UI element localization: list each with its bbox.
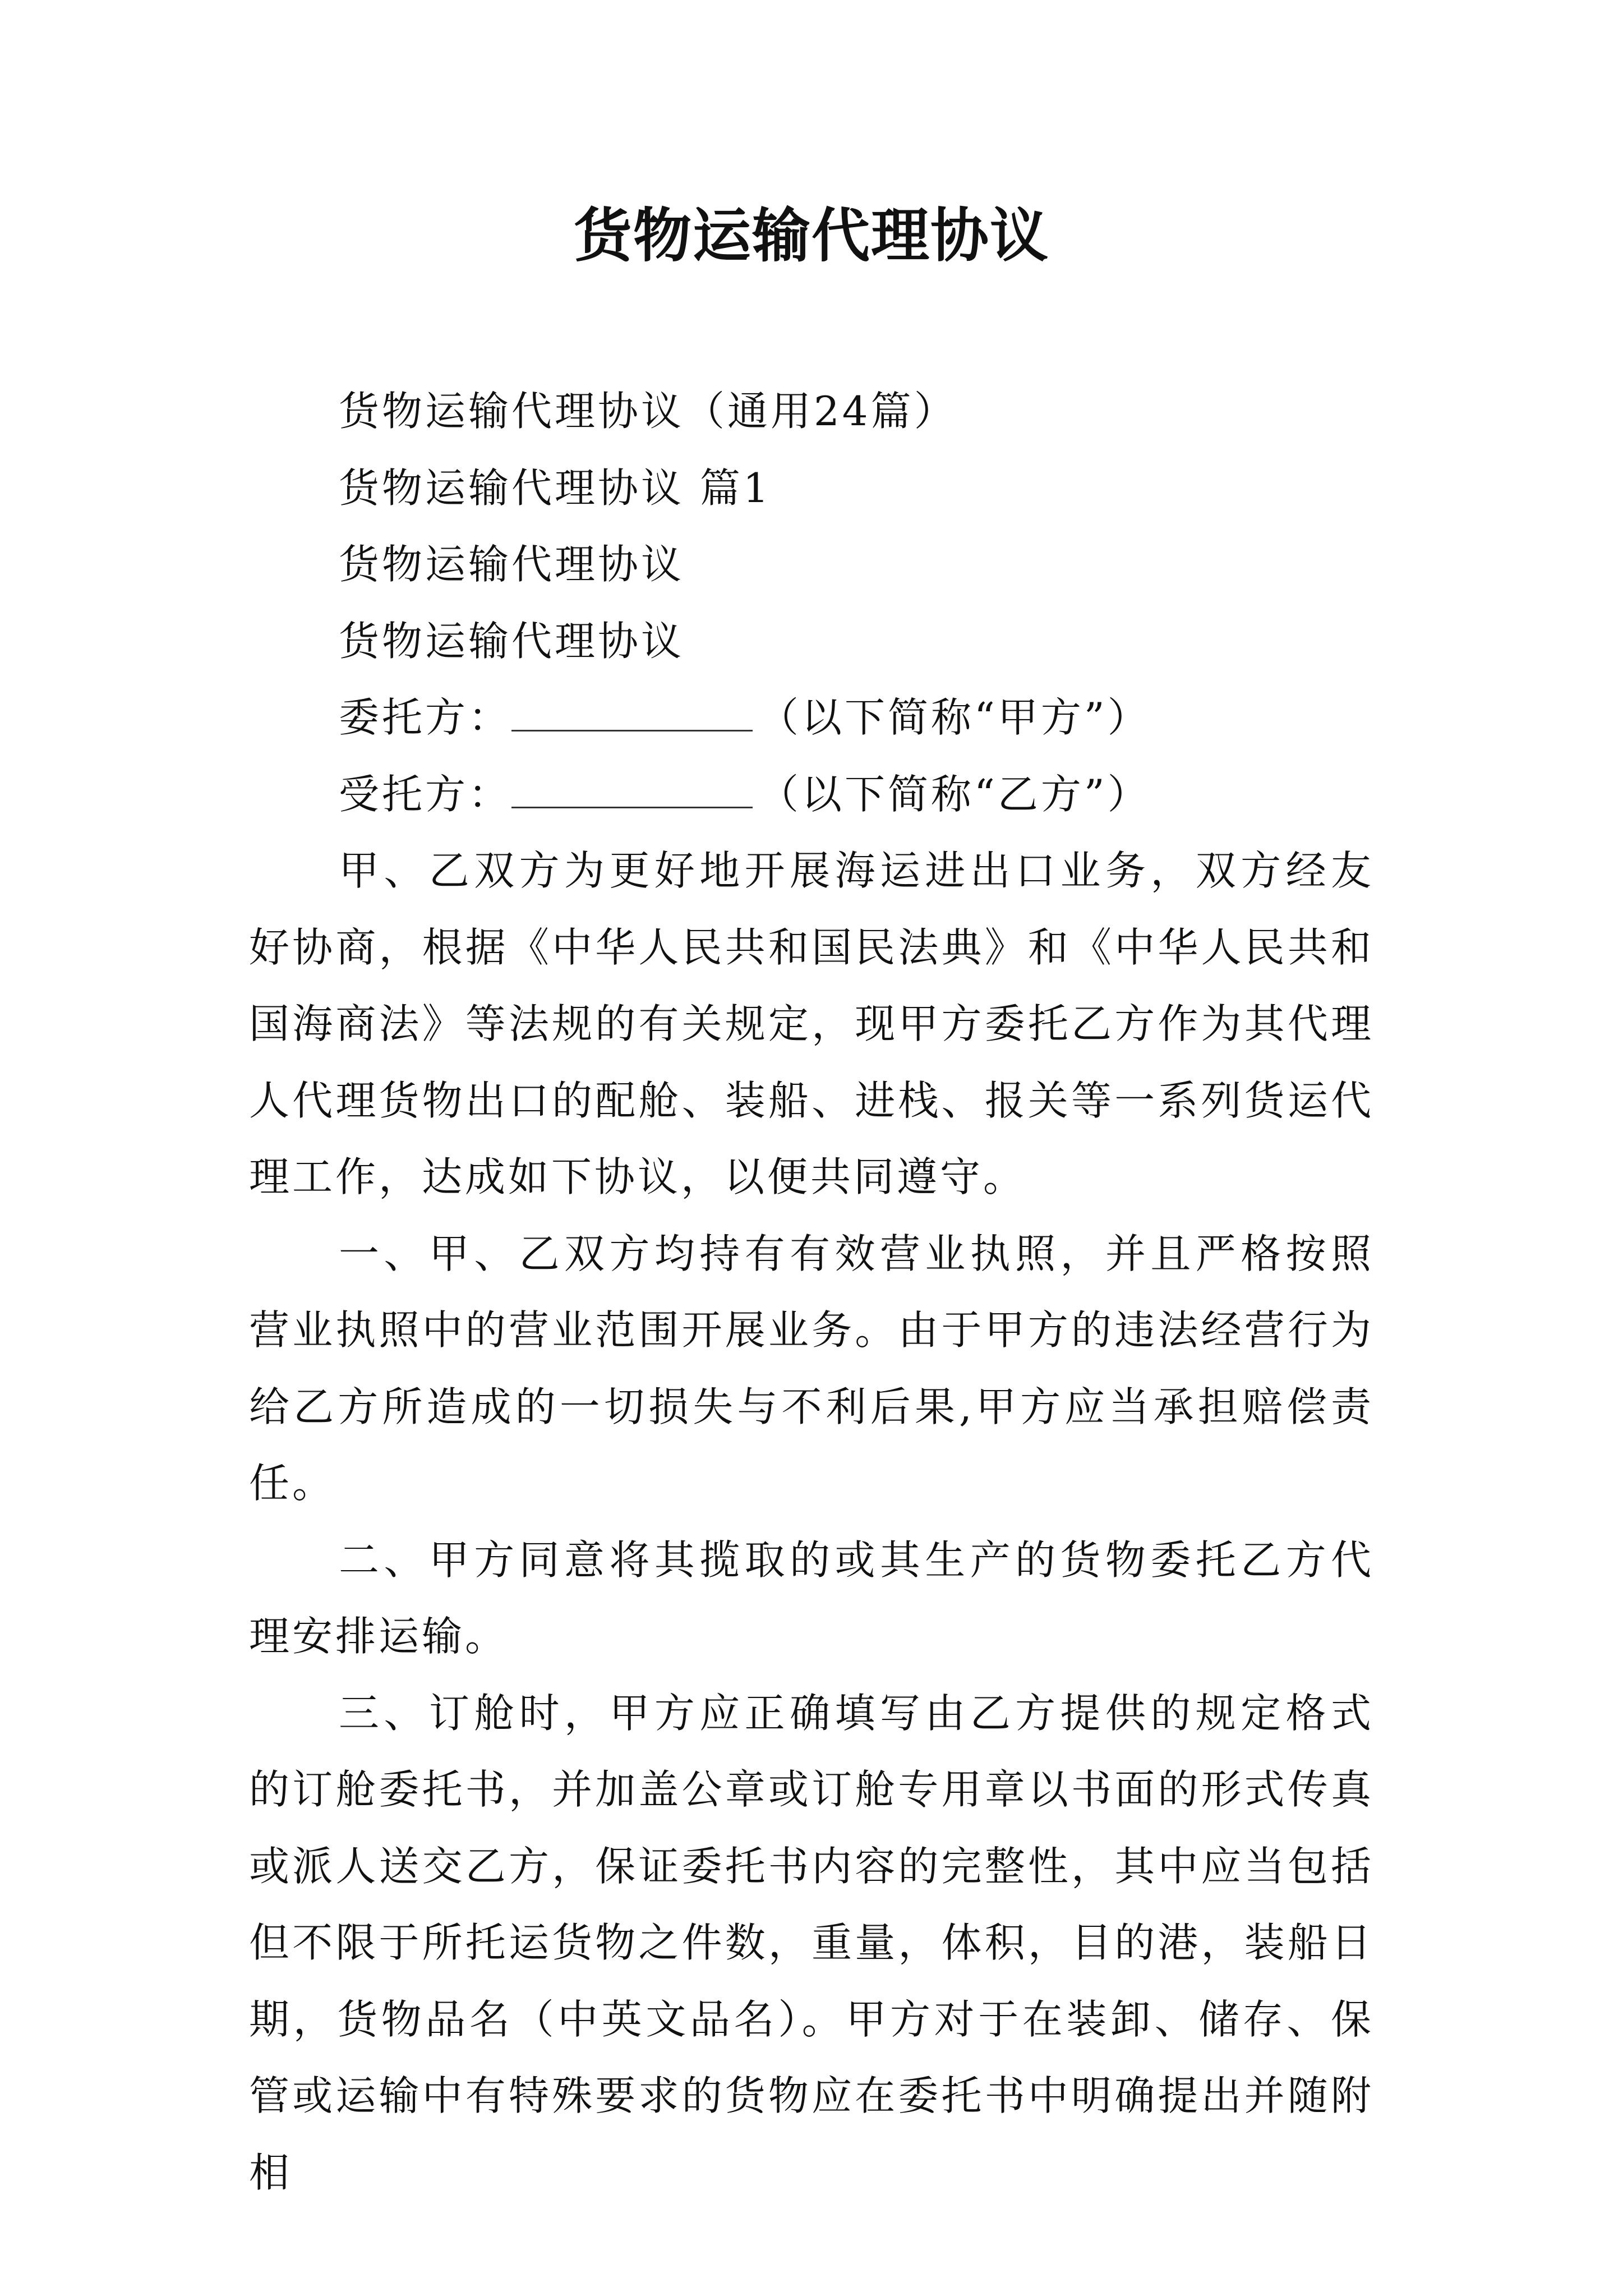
paragraph-clause-2: 二、甲方同意将其揽取的或其生产的货物委托乙方代理安排运输。 [249,1536,1374,1660]
paragraph-preamble: 甲、乙双方为更好地开展海运进出口业务，双方经友好协商，根据《中华人民共和国民法典》和《中华人民共和国海商法》等法规的有关规定，现甲方委托乙方作为其代理人代理货物出口的配舱、装船、进栈、报关等一系列货运代理工作，达成如下协议，以便共同遵守。 [249,847,1374,1200]
party-b-line [249,756,1374,833]
party-b-suffix: （以下简称“乙方”） [758,770,1151,818]
party-a-label: 委托方： [339,694,512,741]
document-body [249,373,1374,2211]
party-a-line [249,679,1374,756]
heading-line-part: 货物运输代理协议 篇1 [339,464,772,512]
heading-line-subtitle-repeat: 货物运输代理协议 [339,617,685,665]
heading-line-collection: 货物运输代理协议（通用24篇） [339,388,957,435]
paragraph-clause-1: 一、甲、乙双方均持有有效营业执照，并且严格按照营业执照中的营业范围开展业务。由于甲方的违法经营行为给乙方所造成的一切损失与不利后果,甲方应当承担赔偿责任。 [249,1230,1374,1507]
paragraph-clause-3: 三、订舱时，甲方应正确填写由乙方提供的规定格式的订舱委托书，并加盖公章或订舱专用章以书面的形式传真或派人送交乙方，保证委托书内容的完整性，其中应当包括但不限于所托运货物之件数，重量，体积，目的港，装船日期，货物品名（中英文品名）。甲方对于在装卸、储存、保管或运输中有特殊要求的货物应在委托书中明确提出并随附相 [249,1689,1374,2196]
party-b-blank[interactable] [511,772,753,808]
party-a-blank[interactable] [511,695,753,731]
document-title: 货物运输代理协议 [573,201,1049,270]
party-b-label: 受托方： [339,770,512,818]
heading-line-subtitle: 货物运输代理协议 [339,541,685,588]
party-a-suffix: （以下简称“甲方”） [758,694,1151,741]
